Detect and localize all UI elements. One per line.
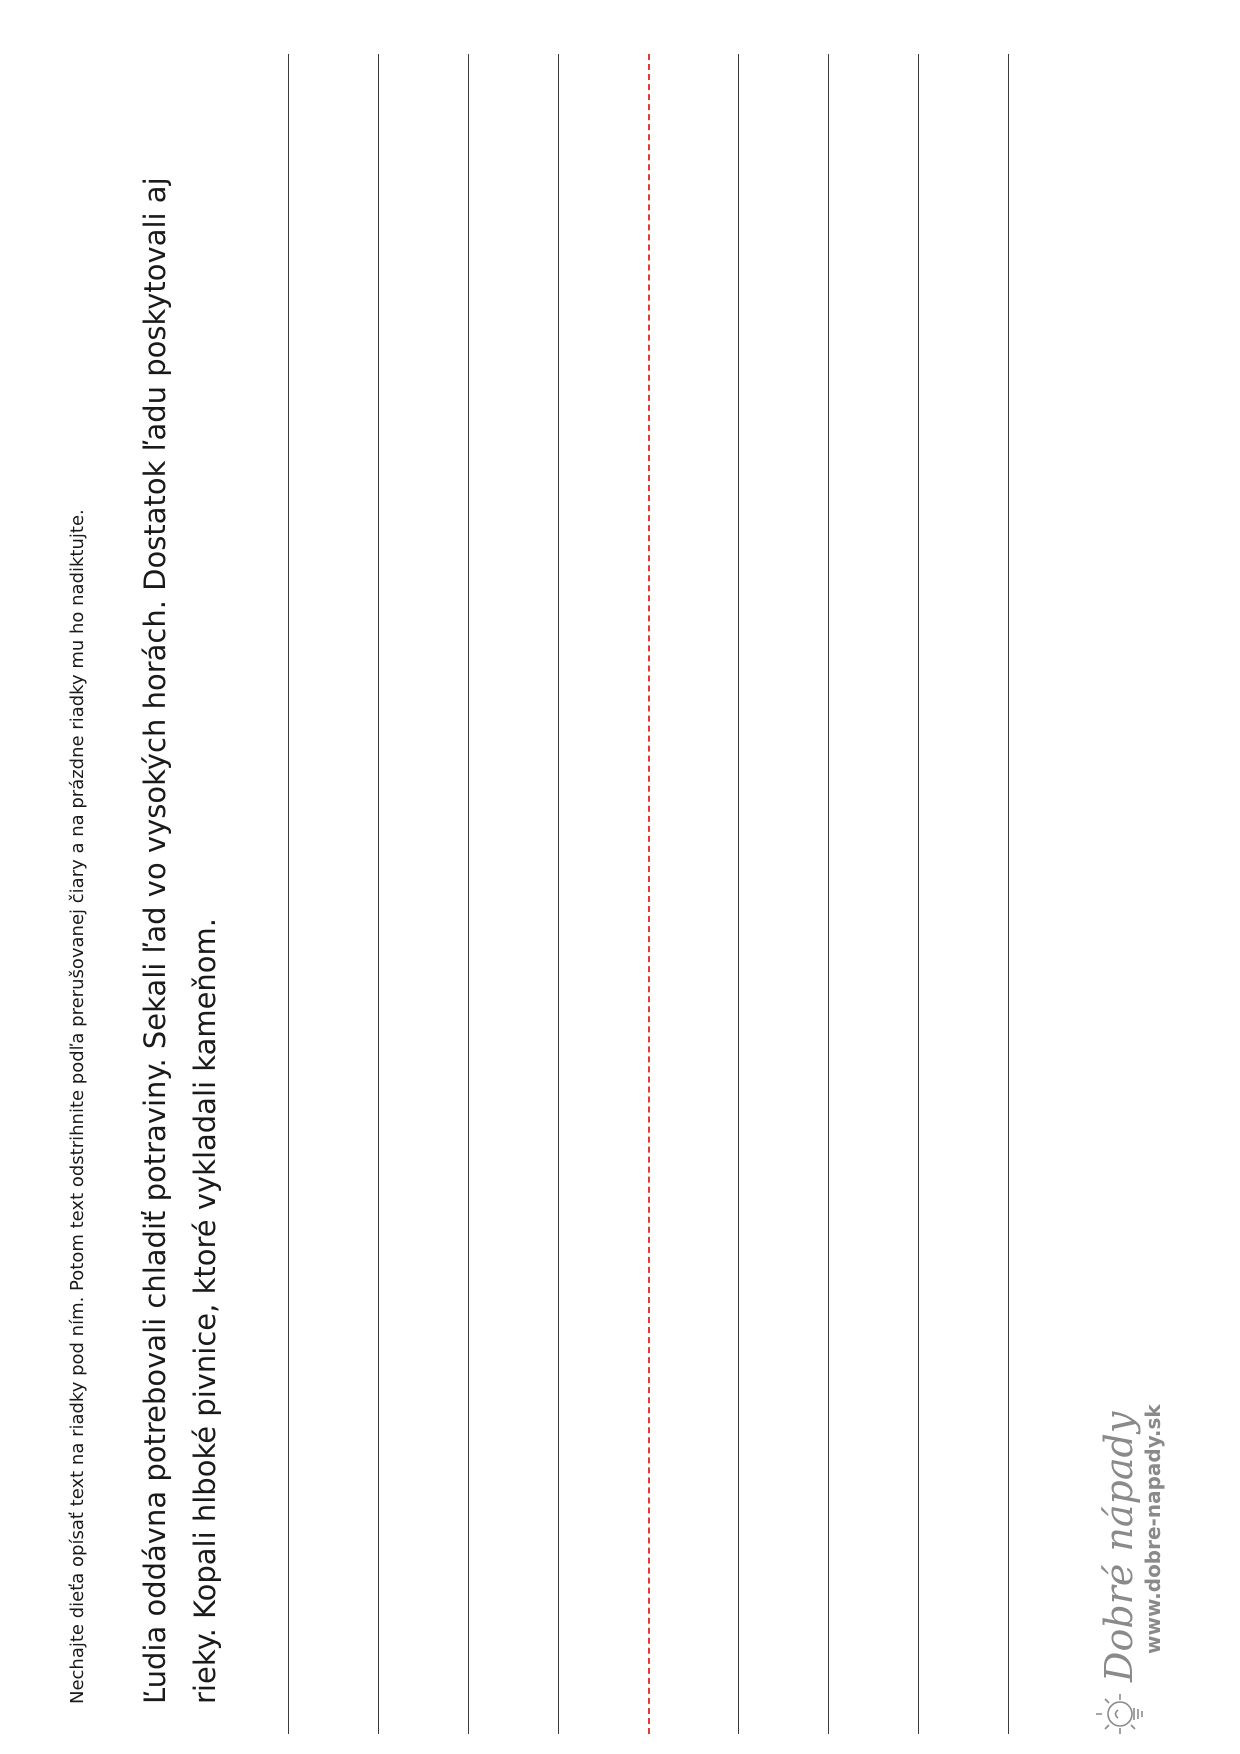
lightbulb-icon [1096,1694,1142,1734]
copy-passage [130,24,230,1704]
logo-url-text: www.dobre-napady.sk [1141,1404,1165,1654]
copy-writing-line [558,54,559,1734]
copy-writing-line [468,54,469,1734]
dobre-napady-logo [1080,1352,1170,1752]
dictation-writing-line [828,54,829,1734]
logo-brand-text: Dobré nápady [1097,1411,1141,1682]
dictation-writing-line [738,54,739,1734]
copy-writing-line [288,54,289,1734]
dictation-writing-line [918,54,919,1734]
instruction-text: Nechajte dieťa opísať text na riadky pod ním. Potom text odstrihnite podľa prerušovanej čiary a na prázdne riadky mu ho nadiktujte. [67,509,88,1704]
copy-writing-line [378,54,379,1734]
logo-svg [1080,1352,1170,1752]
passage-line-2: rieky. Kopali hlboké pivnice, ktoré vykladali kameňom. [188,917,222,1704]
dictation-writing-line [1008,54,1009,1734]
passage-line-1: Ľudia oddávna potrebovali chladiť potraviny. Sekali ľad vo vysokých horách. Dostatok ľadu poskytovali aj [138,177,172,1704]
cut-line-dashed [648,54,650,1734]
